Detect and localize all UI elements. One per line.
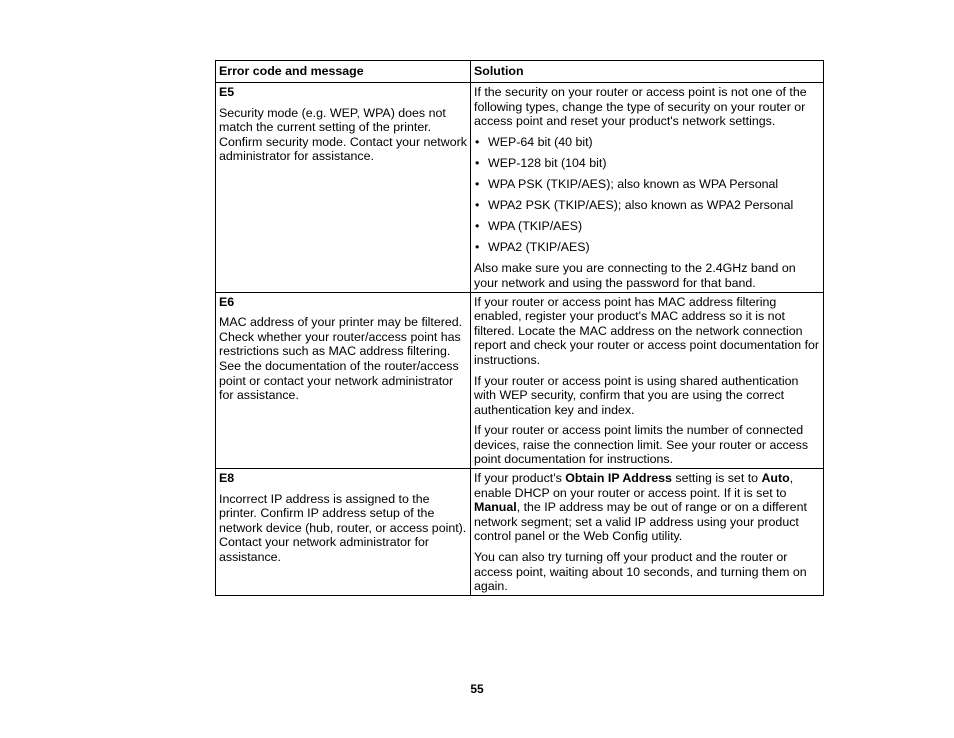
table-row-e8 [216, 469, 824, 596]
error-code: E6 [219, 294, 235, 309]
header-error-code: Error code and message [216, 61, 471, 83]
solution-paragraph: If your router or access point is using shared authentication with WEP security, confirm that you are using the correct authentication key and index. [474, 373, 799, 417]
solution-cell [471, 469, 824, 596]
list-item: • WPA2 (TKIP/AES) [474, 240, 820, 255]
solution-paragraph: You can also try turning off your product and the router or access point, waiting about 10 seconds, and turning them on again. [474, 550, 807, 594]
text-run: setting is set to [671, 471, 762, 486]
header-solution: Solution [471, 61, 824, 83]
solution-paragraph: If your router or access point limits the number of connected devices, raise the connection limit. See your router or access point documentation for instructions. [474, 423, 809, 467]
error-code: E5 [219, 85, 235, 99]
table-row-e6 [216, 292, 824, 469]
error-cell [216, 292, 471, 469]
bold-setting-value: Auto [761, 471, 790, 486]
error-cell [216, 83, 471, 293]
table-header-row [216, 61, 824, 83]
solution-cell [471, 83, 824, 293]
bold-setting-value: Manual [474, 500, 517, 515]
page-number: 55 [470, 682, 484, 696]
list-item: • WPA (TKIP/AES) [474, 219, 820, 234]
error-code: E8 [219, 471, 235, 486]
list-item: • WPA PSK (TKIP/AES); also known as WPA Personal [474, 177, 820, 192]
list-item: • WEP-64 bit (40 bit) [474, 135, 820, 150]
error-message: Incorrect IP address is assigned to the printer. Confirm IP address setup of the network device (hub, router, or access point). Contact your network administrator for assistance. [219, 491, 467, 565]
bold-setting-name: Obtain IP Address [565, 471, 672, 486]
error-message: MAC address of your printer may be filtered. Check whether your router/access point has restrictions such as MAC address filtering. See the documentation of the router/access point or contact your network administrator for assistance. [219, 315, 463, 403]
text-run: If your product's [474, 471, 566, 486]
solution-paragraph: If the security on your router or access point is not one of the following types, change the type of security on your router or access point and reset your product's network settings. [474, 85, 807, 129]
solution-cell [471, 292, 824, 469]
security-type-list [474, 135, 820, 255]
error-cell [216, 469, 471, 596]
table-row-e5 [216, 83, 824, 293]
text-run: , the IP address may be out of range or on a different network segment; set a valid IP address using your product control panel or the Web Config utility. [474, 500, 807, 544]
error-code-table [215, 60, 824, 596]
list-item: • WEP-128 bit (104 bit) [474, 156, 820, 171]
solution-paragraph [474, 471, 820, 544]
text-run: , enable DHCP on your router or access point. If it is set to [474, 471, 794, 500]
solution-paragraph: Also make sure you are connecting to the 2.4GHz band on your network and using the password for that band. [474, 261, 796, 290]
solution-paragraph: If your router or access point has MAC address filtering enabled, register your product's MAC address so it is not filtered. Locate the MAC address on the network connection report and check your router or access point documentation for instructions. [474, 294, 820, 367]
error-message: Security mode (e.g. WEP, WPA) does not match the current setting of the printer. Confirm security mode. Contact your network administrator for assistance. [219, 105, 467, 164]
list-item: • WPA2 PSK (TKIP/AES); also known as WPA2 Personal [474, 198, 820, 213]
